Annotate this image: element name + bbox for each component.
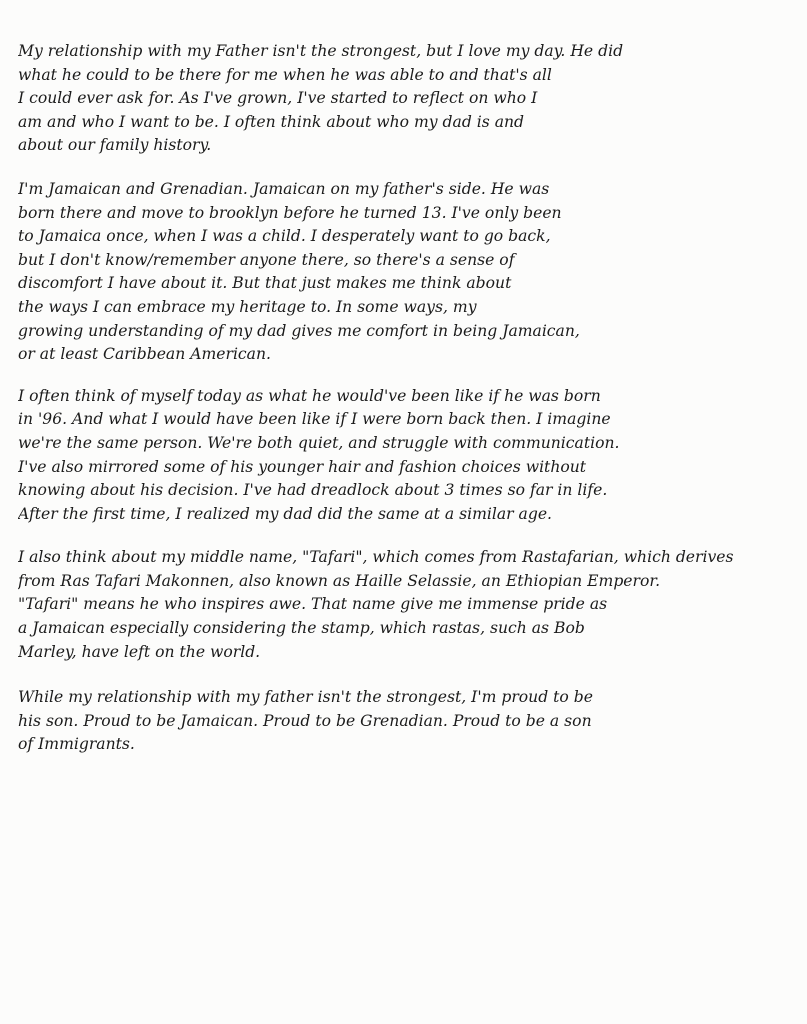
text-line: While my relationship with my father isn't the strongest, I'm proud to be <box>18 688 593 707</box>
text-line: a Jamaican especially considering the stamp, which rastas, such as Bob <box>18 619 585 638</box>
text-line: I've also mirrored some of his younger hair and fashion choices without <box>18 457 587 476</box>
text-line: born there and move to brooklyn before he turned 13. I've only been <box>18 203 562 222</box>
text-line: but I don't know/remember anyone there, so there's a sense of <box>18 250 515 269</box>
text-line: or at least Caribbean American. <box>18 345 271 364</box>
text-line: I'm Jamaican and Grenadian. Jamaican on my father's side. He was <box>18 179 550 198</box>
text-line: discomfort I have about it. But that just makes me think about <box>18 274 512 293</box>
text-line: from Ras Tafari Makonnen, also known as Haille Selassie, an Ethiopian Emperor. <box>18 571 661 590</box>
paragraph-4 <box>18 546 793 664</box>
text-line: After the first time, I realized my dad did the same at a similar age. <box>18 504 553 523</box>
text-line: his son. Proud to be Jamaican. Proud to be Grenadian. Proud to be a son <box>18 711 592 730</box>
paragraph-2 <box>18 178 793 367</box>
text-line: we're the same person. We're both quiet, and struggle with communication. <box>18 433 620 452</box>
text-line: of Immigrants. <box>18 735 135 754</box>
text-line: "Tafari" means he who inspires awe. That name give me immense pride as <box>18 595 608 614</box>
text-line: My relationship with my Father isn't the strongest, but I love my day. He did <box>18 42 624 60</box>
text-line: I could ever ask for. As I've grown, I've started to reflect on who I <box>18 89 538 108</box>
text-line: I also think about my middle name, "Tafari", which comes from Rastafarian, which derives <box>18 548 734 567</box>
paragraph-1 <box>18 40 793 158</box>
paragraph-gap <box>18 664 793 686</box>
essay-text <box>18 40 793 757</box>
text-line: what he could to be there for me when he was able to and that's all <box>18 65 552 84</box>
text-line: I often think of myself today as what he would've been like if he was born <box>18 386 601 405</box>
text-line: about our family history. <box>18 136 212 155</box>
paragraph-gap <box>18 367 793 385</box>
paragraph-gap <box>18 526 793 546</box>
text-line: knowing about his decision. I've had dreadlock about 3 times so far in life. <box>18 481 608 500</box>
text-line: Marley, have left on the world. <box>18 642 261 661</box>
paragraph-gap <box>18 158 793 178</box>
text-line: the ways I can embrace my heritage to. In some ways, my <box>18 297 477 316</box>
paragraph-3 <box>18 385 793 527</box>
text-line: in '96. And what I would have been like if I were born back then. I imagine <box>18 410 611 429</box>
text-line: growing understanding of my dad gives me comfort in being Jamaican, <box>18 321 580 340</box>
paragraph-5 <box>18 686 793 757</box>
text-line: am and who I want to be. I often think about who my dad is and <box>18 112 525 131</box>
text-line: to Jamaica once, when I was a child. I desperately want to go back, <box>18 227 551 246</box>
